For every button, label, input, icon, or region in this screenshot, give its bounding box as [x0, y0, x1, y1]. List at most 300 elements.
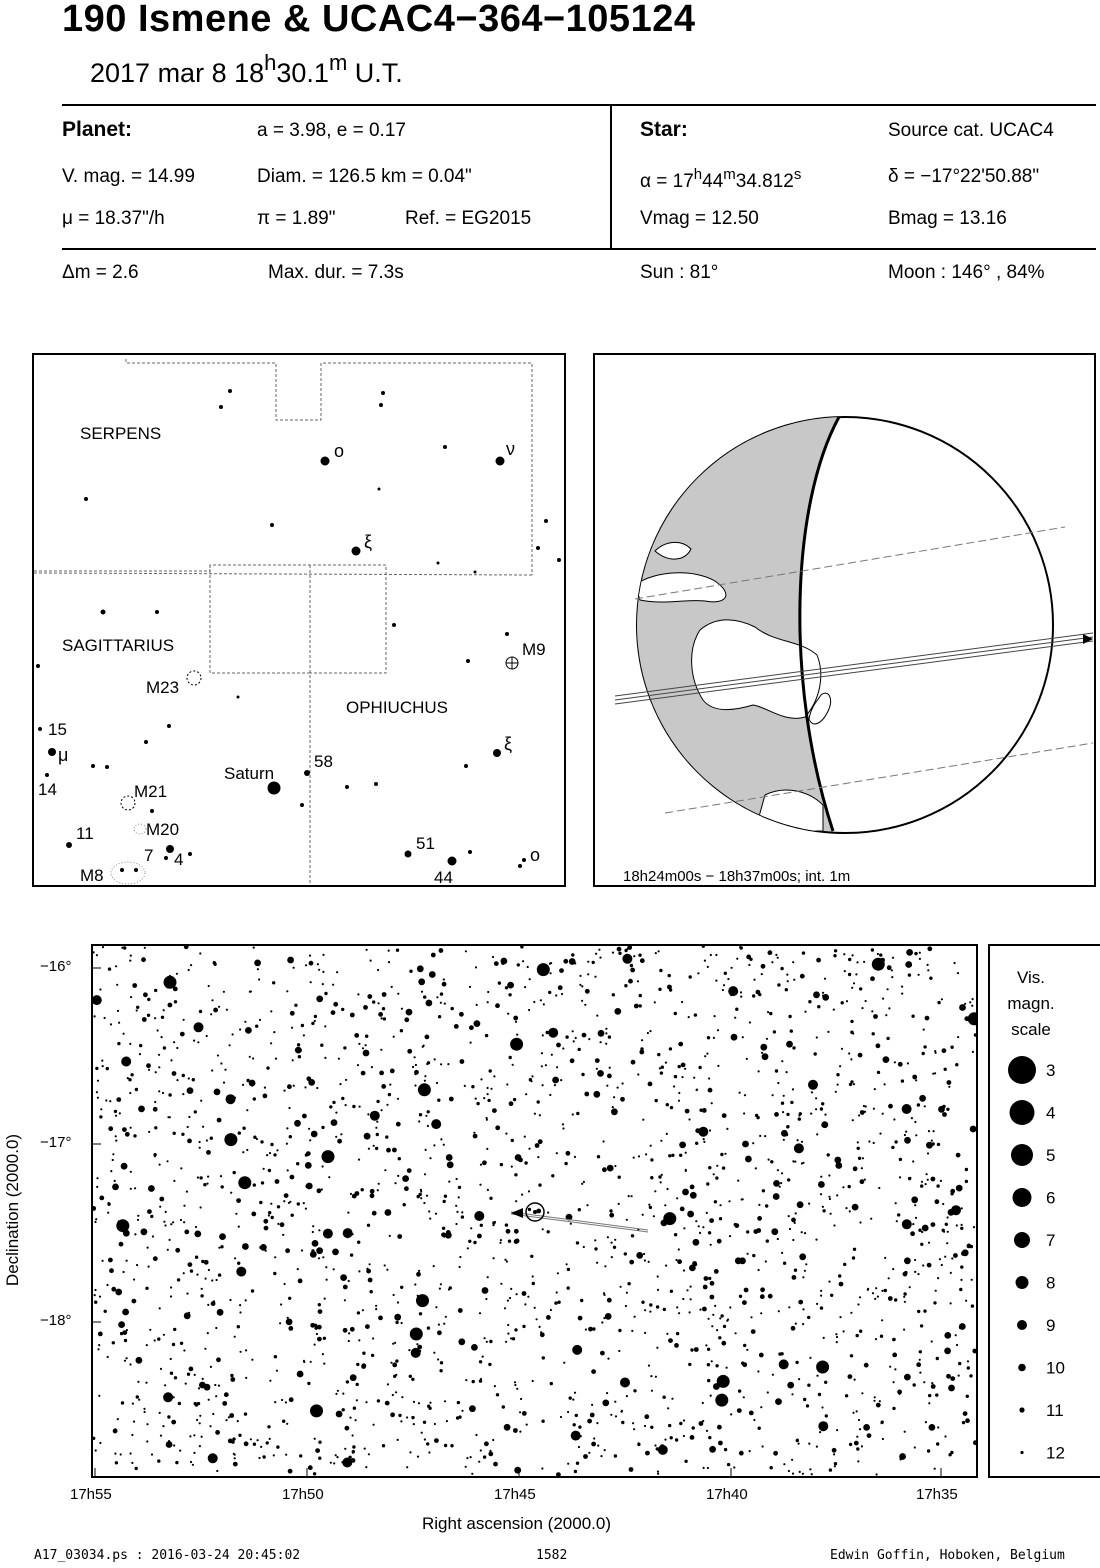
- field-star: [541, 1065, 543, 1067]
- field-star: [858, 1419, 860, 1421]
- field-star: [592, 961, 595, 964]
- field-star: [671, 1154, 674, 1157]
- field-star: [218, 1006, 220, 1008]
- field-star: [868, 1140, 870, 1142]
- field-star: [494, 1385, 496, 1387]
- field-star: [469, 1025, 474, 1030]
- field-star: [843, 953, 845, 955]
- field-star: [642, 1119, 644, 1121]
- field-star: [824, 1381, 827, 1384]
- field-star: [286, 990, 288, 992]
- field-star: [956, 1344, 958, 1346]
- field-star: [411, 1416, 414, 1419]
- finder-star: [120, 868, 124, 872]
- field-star: [229, 1413, 234, 1418]
- finder-star: [381, 391, 385, 395]
- field-star: [833, 1224, 835, 1226]
- field-star: [649, 1311, 651, 1313]
- field-star: [810, 1113, 812, 1115]
- field-star: [154, 989, 157, 992]
- field-star: [340, 1274, 347, 1281]
- legend-dot: [1017, 1320, 1027, 1330]
- field-star: [216, 1470, 218, 1472]
- field-star: [404, 1186, 409, 1191]
- field-star: [314, 1406, 319, 1411]
- field-star: [649, 1030, 651, 1032]
- field-star: [94, 1015, 96, 1017]
- field-star: [720, 1314, 723, 1317]
- event-date: 2017 mar 8 18: [90, 58, 265, 88]
- field-star: [342, 1393, 344, 1395]
- field-star: [406, 1466, 408, 1468]
- field-star: [904, 1374, 911, 1381]
- constellation-serpens: SERPENS: [80, 424, 162, 443]
- field-star: [258, 978, 260, 980]
- field-star: [833, 1453, 835, 1455]
- field-star: [585, 989, 590, 994]
- field-star: [509, 1101, 514, 1106]
- field-star: [372, 1000, 375, 1003]
- field-star: [684, 1460, 687, 1463]
- field-star: [605, 1032, 607, 1034]
- field-star: [705, 1344, 707, 1346]
- field-star: [125, 1132, 130, 1137]
- field-star: [123, 946, 126, 949]
- field-star: [261, 1181, 264, 1184]
- field-star: [972, 998, 974, 1000]
- field-star: [916, 1362, 921, 1367]
- field-star: [196, 1419, 198, 1421]
- field-star: [625, 1305, 627, 1307]
- field-star: [959, 1323, 966, 1330]
- field-star: [253, 1097, 256, 1100]
- field-star: [745, 1156, 752, 1163]
- field-star: [102, 946, 104, 948]
- field-star: [833, 954, 836, 957]
- field-star: [492, 1439, 494, 1441]
- field-star: [242, 1127, 245, 1130]
- field-star: [459, 1012, 464, 1017]
- field-star: [888, 1296, 893, 1301]
- finder-star: [300, 803, 304, 807]
- field-star: [390, 1362, 392, 1364]
- field-star: [223, 991, 225, 993]
- field-star: [901, 1079, 904, 1082]
- field-star: [485, 1298, 487, 1300]
- field-star: [322, 1150, 335, 1163]
- field-star: [486, 1341, 488, 1343]
- field-star: [193, 1040, 195, 1042]
- field-star: [721, 1341, 726, 1346]
- field-star: [507, 982, 514, 989]
- field-star: [296, 1162, 299, 1165]
- field-star: [264, 1087, 266, 1089]
- field-star: [352, 1445, 355, 1448]
- planet-vmag: V. mag. = 14.99: [62, 166, 195, 187]
- field-star: [279, 1322, 281, 1324]
- field-star: [439, 1288, 441, 1290]
- field-star: [664, 1204, 666, 1206]
- globe-panel: [593, 353, 1096, 887]
- field-star: [372, 1337, 374, 1339]
- field-star: [816, 1036, 818, 1038]
- field-star: [385, 1209, 392, 1216]
- field-star: [819, 1431, 821, 1433]
- field-star: [950, 1376, 955, 1381]
- label-51: 51: [416, 834, 435, 853]
- legend-dot: [1010, 1100, 1035, 1125]
- field-star: [236, 1267, 246, 1277]
- field-star: [470, 1227, 472, 1229]
- field-star: [856, 1436, 858, 1438]
- field-star: [397, 1234, 402, 1239]
- field-star: [614, 1401, 616, 1403]
- field-star: [919, 1350, 922, 1353]
- track-arrow: [511, 1208, 523, 1218]
- field-star: [837, 1084, 839, 1086]
- field-star: [180, 1167, 182, 1169]
- field-star: [331, 1010, 336, 1015]
- field-star: [143, 992, 148, 997]
- field-star: [487, 1093, 489, 1095]
- label-44: 44: [434, 868, 453, 885]
- field-star: [618, 1350, 620, 1352]
- field-star: [658, 1445, 668, 1455]
- field-star: [551, 1174, 554, 1177]
- field-star: [297, 1202, 300, 1205]
- field-star: [929, 977, 932, 980]
- field-star: [944, 1256, 946, 1258]
- field-star: [709, 1129, 711, 1131]
- field-star: [794, 1161, 796, 1163]
- field-star: [792, 1046, 795, 1049]
- field-star: [283, 1200, 285, 1202]
- field-star: [447, 1161, 454, 1168]
- field-star: [924, 1105, 926, 1107]
- field-star: [783, 1095, 785, 1097]
- field-star: [255, 1025, 258, 1028]
- field-star: [934, 1050, 936, 1052]
- field-star: [428, 1407, 431, 1410]
- field-star: [316, 1247, 323, 1254]
- field-star: [814, 1052, 817, 1055]
- field-star: [904, 1257, 911, 1264]
- field-star: [286, 1143, 288, 1145]
- field-star: [702, 946, 705, 948]
- field-star: [670, 1436, 673, 1439]
- field-star: [939, 1258, 941, 1260]
- dec-tick-18: −18°: [40, 1312, 72, 1329]
- field-star: [861, 1007, 863, 1009]
- field-star: [318, 1457, 321, 1460]
- field-star: [489, 1069, 492, 1072]
- field-star: [515, 1200, 517, 1202]
- field-star: [216, 1357, 221, 1362]
- field-star: [559, 968, 564, 973]
- field-star: [708, 1277, 711, 1280]
- field-star: [927, 1449, 930, 1452]
- field-star: [514, 1173, 517, 1176]
- field-star: [924, 1228, 926, 1230]
- field-star: [795, 1323, 797, 1325]
- finder-star: [468, 850, 472, 854]
- field-star: [583, 1454, 588, 1459]
- field-star: [425, 1149, 427, 1151]
- field-star: [242, 1243, 249, 1250]
- field-star: [292, 1059, 294, 1061]
- field-star: [695, 1220, 697, 1222]
- finder-star: [91, 764, 95, 768]
- field-star: [773, 1030, 776, 1033]
- field-star: [336, 971, 338, 973]
- legend-dot: [1020, 1451, 1023, 1454]
- field-star: [707, 1036, 710, 1039]
- field-star: [522, 1411, 527, 1416]
- field-star: [433, 1144, 435, 1146]
- field-star: [496, 1393, 499, 1396]
- field-star: [239, 1304, 241, 1306]
- field-star: [524, 1136, 526, 1138]
- finder-star: [392, 623, 396, 627]
- field-star: [93, 951, 95, 953]
- field-star: [783, 1463, 785, 1465]
- field-star: [288, 1469, 293, 1474]
- field-star: [529, 978, 531, 980]
- field-star: [133, 1421, 135, 1423]
- field-star: [710, 1244, 712, 1246]
- field-star: [199, 1176, 202, 1179]
- field-star: [175, 1248, 180, 1253]
- field-star: [699, 1421, 704, 1426]
- field-star: [714, 1015, 716, 1017]
- field-star: [539, 1326, 541, 1328]
- field-star: [870, 1218, 872, 1220]
- field-star: [530, 1080, 532, 1082]
- field-star: [303, 1034, 305, 1036]
- field-star: [272, 981, 275, 984]
- field-star: [475, 1434, 477, 1436]
- field-star: [788, 1306, 790, 1308]
- field-star: [600, 1041, 602, 1043]
- field-star: [561, 993, 563, 995]
- field-star: [860, 1179, 865, 1184]
- field-star: [440, 1283, 442, 1285]
- field-star: [429, 971, 436, 978]
- field-star: [578, 1048, 581, 1051]
- field-star: [836, 1336, 838, 1338]
- field-star: [352, 1194, 357, 1199]
- field-star: [836, 1341, 838, 1343]
- field-star: [581, 1000, 583, 1002]
- field-star: [262, 1455, 265, 1458]
- field-star: [710, 1281, 715, 1286]
- label-m21: M21: [134, 782, 168, 801]
- field-star: [811, 1473, 813, 1475]
- field-star: [493, 1257, 495, 1259]
- field-star: [137, 1215, 139, 1217]
- field-star: [365, 1324, 370, 1329]
- field-star: [534, 1113, 536, 1115]
- field-star: [856, 1334, 859, 1337]
- field-star: [333, 1462, 335, 1464]
- field-star: [607, 1358, 609, 1360]
- field-star: [257, 968, 259, 970]
- field-star: [602, 1400, 609, 1407]
- field-star: [95, 1067, 98, 1070]
- field-star: [155, 1071, 157, 1073]
- field-star: [606, 1392, 608, 1394]
- finder-star: [45, 773, 49, 777]
- field-star: [875, 1287, 877, 1289]
- field-star: [637, 1073, 639, 1075]
- field-star: [914, 952, 917, 955]
- field-star: [923, 1381, 925, 1383]
- field-star: [758, 1269, 760, 1271]
- field-star: [206, 1139, 208, 1141]
- field-star: [318, 1309, 323, 1314]
- field-star: [190, 1269, 193, 1272]
- field-star: [416, 1294, 429, 1307]
- field-star: [644, 1414, 649, 1419]
- field-star: [935, 1199, 940, 1204]
- planet-heading: Planet:: [62, 118, 133, 141]
- max-duration: Max. dur. = 7.3s: [268, 262, 404, 283]
- field-star: [106, 1284, 108, 1286]
- field-star: [648, 1365, 650, 1367]
- field-star: [543, 1003, 545, 1005]
- field-star: [144, 947, 146, 949]
- field-star: [911, 1117, 913, 1119]
- legend-dot: [1013, 1188, 1032, 1207]
- m8-nebula-icon: [111, 862, 145, 884]
- field-star: [964, 1016, 969, 1021]
- field-star: [130, 1127, 132, 1129]
- field-star: [484, 1441, 489, 1446]
- field-star: [136, 1395, 139, 1398]
- field-star: [665, 1265, 667, 1267]
- field-star: [877, 953, 879, 955]
- field-star: [558, 985, 563, 990]
- field-star: [905, 1131, 907, 1133]
- field-star: [124, 1339, 127, 1342]
- field-star: [578, 1316, 583, 1321]
- field-star: [276, 1445, 279, 1448]
- field-star: [250, 1438, 252, 1440]
- field-star: [352, 1233, 354, 1235]
- field-star: [799, 1253, 806, 1260]
- field-star: [841, 1001, 844, 1004]
- field-star: [813, 991, 820, 998]
- label-m20: M20: [146, 820, 180, 839]
- field-star: [234, 1454, 236, 1456]
- field-star: [611, 1242, 613, 1244]
- field-star: [196, 1274, 198, 1276]
- field-star: [226, 1094, 236, 1104]
- field-star: [350, 1193, 352, 1195]
- field-star: [798, 1204, 800, 1206]
- field-star: [967, 1360, 969, 1362]
- field-star: [591, 1442, 596, 1447]
- field-star: [657, 1470, 659, 1472]
- field-star: [841, 1048, 843, 1050]
- field-star: [556, 1472, 561, 1476]
- field-star: [965, 1300, 967, 1302]
- finder-star: [268, 782, 281, 795]
- field-star: [437, 1330, 442, 1335]
- field-star: [836, 1194, 838, 1196]
- field-star: [944, 1435, 946, 1437]
- field-star: [342, 1408, 345, 1411]
- field-star: [962, 1421, 965, 1424]
- field-star: [251, 1359, 253, 1361]
- field-star: [675, 1259, 677, 1261]
- field-star: [972, 1349, 976, 1354]
- legend-mag-label: 8: [1046, 1273, 1056, 1293]
- field-star: [266, 1154, 268, 1156]
- field-star: [179, 1450, 181, 1452]
- field-star: [617, 1087, 619, 1089]
- field-star: [554, 1301, 557, 1304]
- field-star: [572, 1113, 574, 1115]
- field-star: [153, 1256, 158, 1261]
- finder-star: [557, 558, 561, 562]
- field-star: [873, 1142, 875, 1144]
- field-star: [532, 1275, 534, 1277]
- field-star: [176, 973, 178, 975]
- field-star: [528, 1148, 530, 1150]
- field-star: [660, 1140, 662, 1142]
- field-star: [944, 1348, 951, 1355]
- field-star: [378, 1316, 383, 1321]
- field-star: [603, 1140, 605, 1142]
- field-star: [161, 1016, 164, 1019]
- field-star: [229, 1299, 231, 1301]
- field-star: [627, 948, 629, 950]
- field-star: [735, 1332, 737, 1334]
- field-star: [708, 1088, 713, 1093]
- field-star: [862, 1157, 864, 1159]
- field-star: [309, 1139, 311, 1141]
- field-star: [955, 1063, 958, 1066]
- field-star: [674, 1012, 677, 1015]
- field-star: [369, 1263, 371, 1265]
- field-star: [431, 953, 436, 958]
- field-star: [395, 1391, 397, 1393]
- field-star: [440, 1138, 442, 1140]
- field-star: [162, 1092, 164, 1094]
- field-star: [492, 956, 494, 958]
- field-star: [388, 950, 390, 952]
- field-star: [180, 1032, 185, 1037]
- field-star: [947, 1080, 952, 1085]
- ra-m-unit: m: [723, 166, 736, 183]
- field-star: [836, 1429, 838, 1431]
- field-star: [207, 1176, 209, 1178]
- finder-star: [150, 809, 154, 813]
- field-star: [644, 1259, 646, 1261]
- field-star: [702, 1307, 707, 1312]
- field-star: [265, 1250, 267, 1252]
- field-star: [293, 967, 295, 969]
- field-star: [693, 1077, 695, 1079]
- field-star: [882, 998, 884, 1000]
- dec-tick-17: −17°: [40, 1134, 72, 1151]
- field-star: [874, 1298, 876, 1300]
- field-star: [771, 961, 773, 963]
- field-star: [397, 1175, 399, 1177]
- field-star: [386, 1148, 391, 1153]
- field-star: [849, 1443, 852, 1446]
